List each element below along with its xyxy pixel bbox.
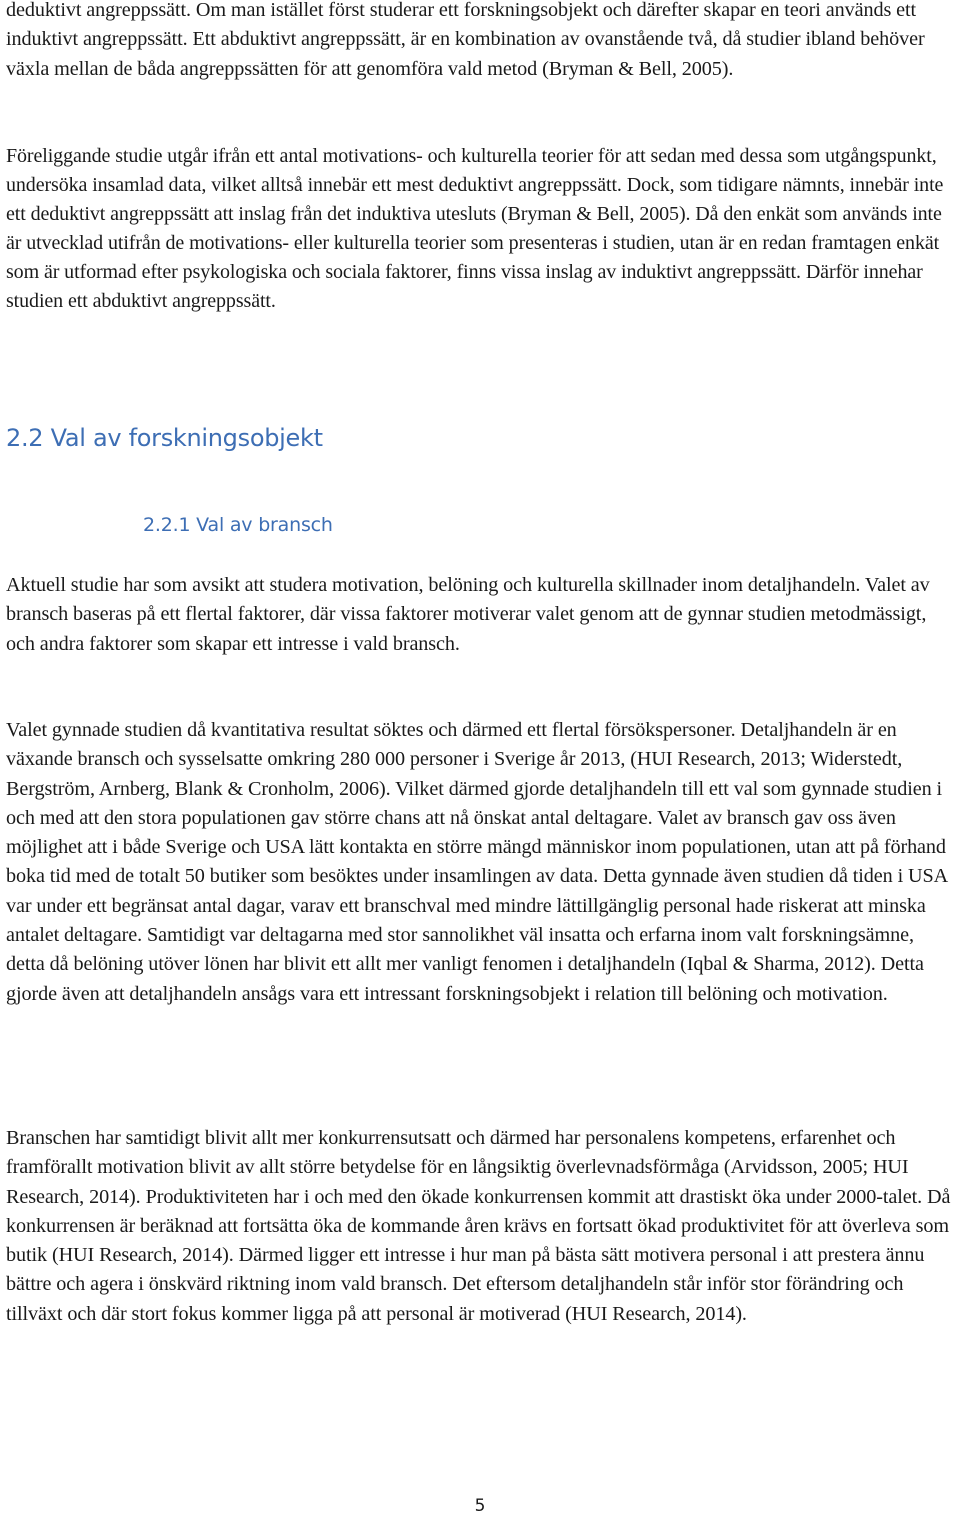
subsection-heading: 2.2.1 Val av bransch (143, 514, 333, 536)
page-number: 5 (474, 1496, 486, 1516)
paragraph-study-purpose: Aktuell studie har som avsikt att studera motivation, belöning och kulturella skillnader inom detaljhandeln. Valet av bransch baseras på ett flertal faktorer, där vissa faktorer motiverar valet genom att de gynnar studien metodmässigt, och andra faktorer som skapar ett intresse i vald bransch. (6, 574, 930, 655)
paragraph-branch-choice: Valet gynnade studien då kvantitativa resultat söktes och därmed ett flertal försökspersoner. Detaljhandeln är en växande bransch och sysselsatte omkring 280 000 personer i Sverige år 2013, (HUI Research, 2013; Widerstedt, Bergström, Arnberg, Blank & Cronholm, 2006). Vilket därmed gjorde detaljhandeln till ett val som gynnade studien i och med att den stora populationen gav större chans att nå önskat antal deltagare. Valet av bransch gav oss även möjlighet att i både Sverige och USA lätt kontakta en större mängd människor inom populationen, utan att på förhand boka tid med de totalt 50 butiker som besöktes under insamlingen av data. Detta gynnade även studien då tiden i USA var under ett begränsat antal dagar, varav ett branschval med mindre lättillgänglig personal hade riskerat att minska antalet deltagare. Samtidigt var deltagarna med stor sannolikhet väl insatta och erfarna inom valt forskningsämne, detta då belöning utöver lönen har blivit ett allt mer vanligt fenomen i detaljhandeln (Iqbal & Sharma, 2012). Detta gjorde även att detaljhandeln ansågs vara ett intressant forskningsobjekt i relation till belöning och motivation. (6, 719, 948, 1005)
section-heading: 2.2 Val av forskningsobjekt (6, 424, 323, 452)
paragraph-methodology-approaches: deduktivt angreppssätt. Om man istället först studerar ett forskningsobjekt och därefter skapar en teori används ett induktivt angreppssätt. Ett abduktivt angreppssätt, är en kombination av ovanstående två, då studier ibland behöver växla mellan de båda angreppssätten för att genomföra vald metod (Bryman & Bell, 2005). (6, 0, 925, 80)
paragraph-competition: Branschen har samtidigt blivit allt mer konkurrensutsatt och därmed har personalens kompetens, erfarenhet och framförallt motivation blivit av allt större betydelse för en långsiktig överlevnadsförmåga (Arvidsson, 2005; HUI Research, 2014). Produktiviteten har i och med den ökade konkurrensen kommit att drastiskt öka under 2000-talet. Då konkurrensen är beräknad att fortsätta öka de kommande åren krävs en fortsatt ökad produktivitet för att överleva som butik (HUI Research, 2014). Därmed ligger ett intresse i hur man på bästa sätt motivera personal i att prestera ännu bättre och agera i önskvärd riktning inom vald bransch. Det eftersom detaljhandeln står inför stor förändring och tillväxt och där stort fokus kommer ligga på att personal är motiverad (HUI Research, 2014). (6, 1127, 951, 1325)
paragraph-study-approach: Föreliggande studie utgår ifrån ett antal motivations- och kulturella teorier för att sedan med dessa som utgångspunkt, undersöka insamlad data, vilket alltså innebär ett mest deduktivt angreppssätt. Dock, som tidigare nämnts, innebär inte ett deduktivt angreppssätt att inslag från det induktiva utesluts (Bryman & Bell, 2005). Då den enkät som används inte är utvecklad utifrån de motivations- eller kulturella teorier som presenteras i studien, utan är en redan framtagen enkät som är utformad efter psykologiska och sociala faktorer, finns vissa inslag av induktivt angreppssätt. Därför innehar studien ett abduktivt angreppssätt. (6, 145, 944, 312)
